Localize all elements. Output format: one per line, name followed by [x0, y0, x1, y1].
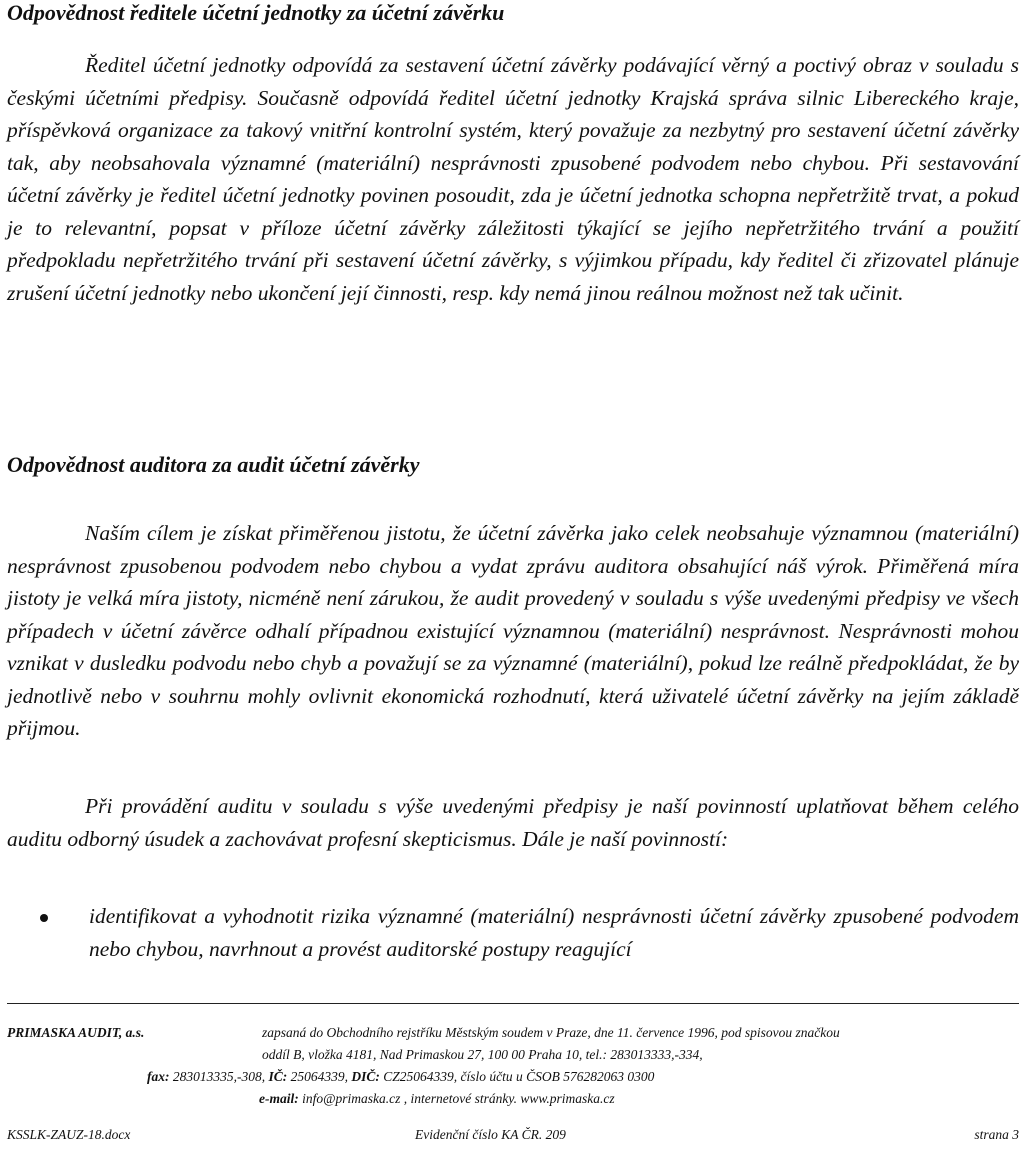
registration-line: zapsaná do Obchodního rejstříku Městským soudem v Praze, dne 11. července 1996, pod spisovou značkou [262, 1025, 840, 1040]
firm-name: PRIMASKA AUDIT, a.s. [7, 1025, 145, 1040]
ic-label: IČ: [268, 1069, 288, 1084]
fax-label: fax: [147, 1069, 170, 1084]
page-number: strana 3 [974, 1127, 1019, 1142]
section-heading-auditor-responsibility: Odpovědnost auditora za audit účetní závěrky [7, 452, 420, 477]
footer-divider [7, 1003, 1019, 1004]
ids-line [147, 1066, 654, 1088]
fax-value: 283013335,-308, [172, 1069, 266, 1084]
dic-value: CZ25064339, číslo účtu u ČSOB 576282063 0300 [383, 1069, 655, 1084]
email-value: info@primaska.cz , internetové stránky. www.primaska.cz [302, 1091, 615, 1106]
document-filename: KSSLK-ZAUZ-18.docx [7, 1127, 131, 1142]
address-line: oddíl B, vložka 4181, Nad Primaskou 27, 100 00 Praha 10, tel.: 283013333,-334, [262, 1047, 703, 1062]
list-item-text: identifikovat a vyhodnotit rizika významné (materiální) nesprávnosti účetní závěrky zpusobené podvodem nebo chybou, navrhnout a provést auditorské postupy reagující [89, 904, 1019, 961]
bullet-icon [40, 914, 48, 922]
email-label: e-mail: [259, 1091, 299, 1106]
dic-label: DIČ: [351, 1069, 380, 1084]
auditor-duties-paragraph: Při provádění auditu v souladu s výše uvedenými předpisy je naší povinností uplatňovat během celého auditu odborný úsudek a zachovávat profesní skepticismus. Dále je naší povinností: [7, 794, 1019, 851]
auditor-goal-paragraph: Naším cílem je získat přiměřenou jistotu, že účetní závěrka jako celek neobsahuje významnou (materiální) nesprávnost zpusobenou podvodem nebo chybou a vydat zprávu auditora obsahující náš výrok. Přiměřená míra jistoty je velká míra jistoty, nicméně není zárukou, že audit provedený v souladu s výše uvedenými předpisy ve všech případech v účetní závěrce odhalí případnou existující významnou (materiální) nesprávnost. Nesprávnosti mohou vznikat v dusledku podvodu nebo chyb a považují se za významné (materiální), pokud lze reálně předpokládat, že by jednotlivě nebo v souhrnu mohly ovlivnit ekonomická rozhodnutí, která uživatelé účetní závěrky na jejím základě přijmou. [7, 521, 1019, 740]
ic-value: 25064339, [290, 1069, 349, 1084]
evidence-number [415, 1127, 566, 1143]
evidence-value: KA ČR. 209 [501, 1127, 566, 1142]
evidence-label: Evidenční číslo [415, 1127, 498, 1142]
email-line [259, 1088, 615, 1110]
list-item [40, 900, 1019, 965]
auditor-duties-list [40, 900, 1019, 965]
section-heading-director-responsibility: Odpovědnost ředitele účetní jednotky za účetní závěrku [7, 0, 505, 25]
director-responsibility-paragraph: Ředitel účetní jednotky odpovídá za sestavení účetní závěrky podávající věrný a poctivý obraz v souladu s českými účetními předpisy. Současně odpovídá ředitel účetní jednotky Krajská správa silnic Libereckého kraje, příspěvková organizace za takový vnitřní kontrolní systém, který považuje za nezbytný pro sestavení účetní závěrky tak, aby neobsahovala významné (materiální) nesprávnosti zpusobené podvodem nebo chybou. Při sestavování účetní závěrky je ředitel účetní jednotky povinen posoudit, zda je účetní jednotka schopna nepřetržitě trvat, a pokud je to relevantní, popsat v příloze účetní závěrky záležitosti týkající se jejího nepřetržitého trvání a použití předpokladu nepřetržitého trvání při sestavení účetní závěrky, s výjimkou případu, kdy ředitel či zřizovatel plánuje zrušení účetní jednotky nebo ukončení její činnosti, resp. kdy nemá jinou reálnou možnost než tak učinit. [7, 53, 1019, 305]
